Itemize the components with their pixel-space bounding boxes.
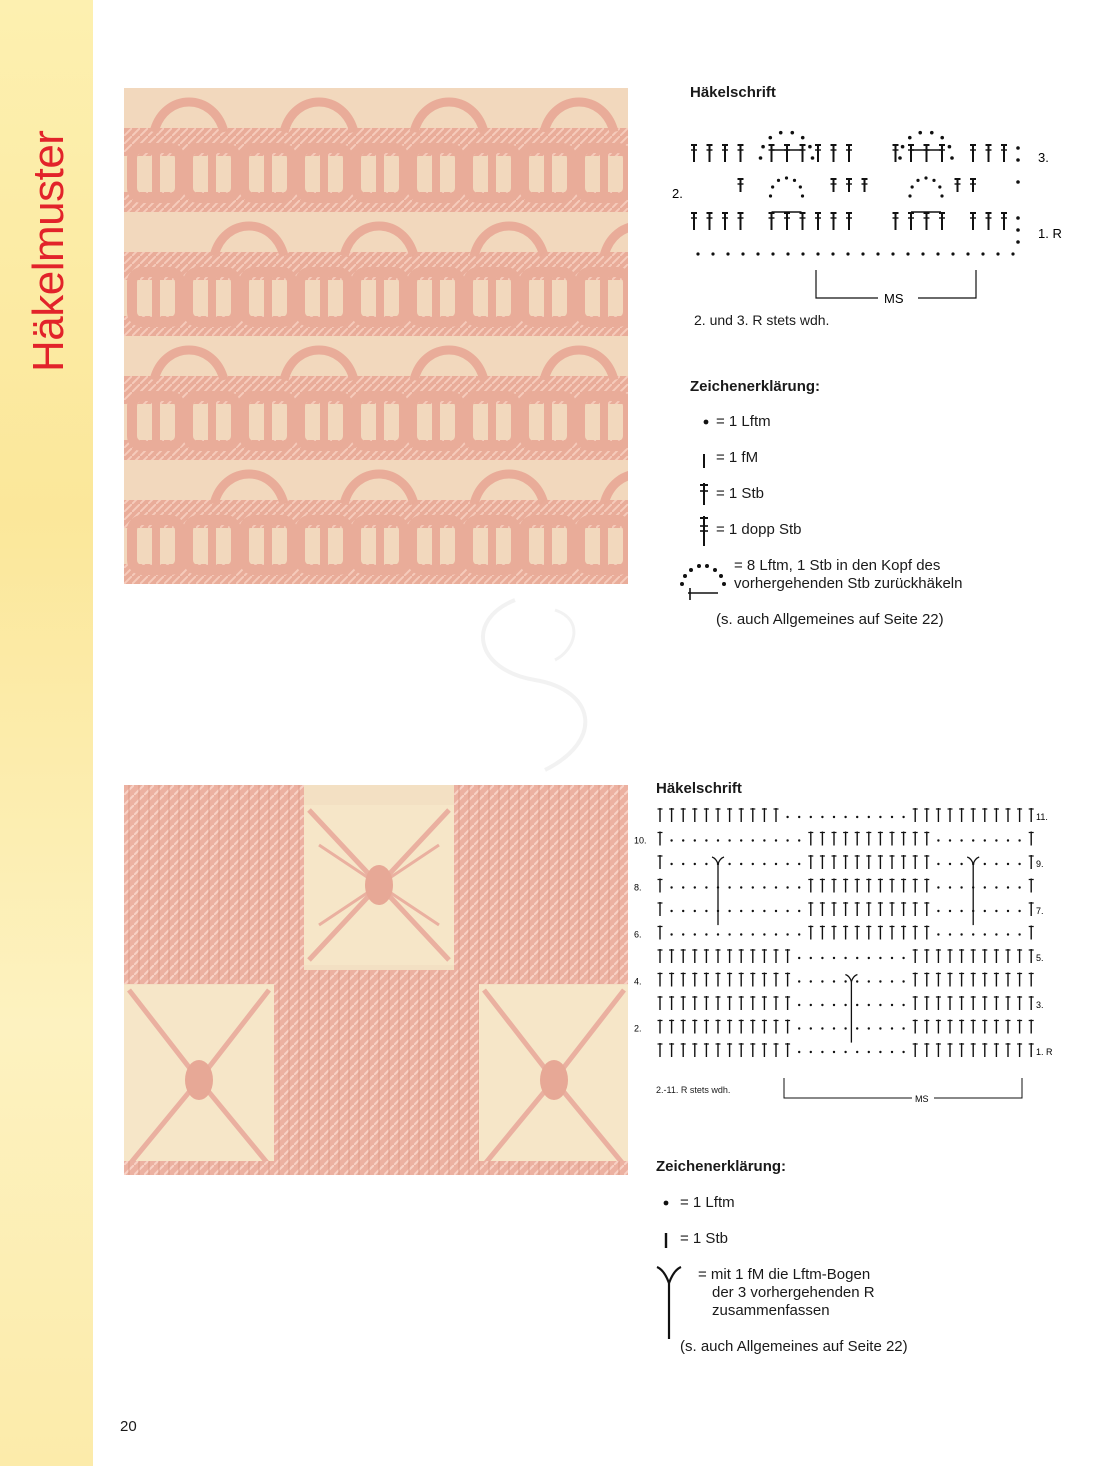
row-label: 5.	[1036, 953, 1044, 963]
gather-stitch	[712, 857, 724, 864]
gather-stitch	[845, 975, 857, 982]
row-label: 6.	[634, 929, 642, 940]
row-label: 3.	[1038, 150, 1049, 165]
legend-chain-2: = 1 Lftm	[680, 1194, 735, 1211]
row-label: 7.	[1036, 906, 1044, 916]
legend-heading-2: Zeichenerklärung:	[656, 1158, 787, 1175]
legend-double-crochet-2: = 1 Stb	[680, 1230, 728, 1247]
legend-single-crochet: = 1 fM	[716, 449, 759, 466]
reference-note-1: (s. auch Allgemeines auf Seite 22)	[716, 611, 944, 628]
crochet-sample-photo-2	[124, 785, 628, 1175]
row-label: 9.	[1036, 859, 1044, 869]
row-label: 3.	[1036, 1000, 1044, 1010]
single-crochet-icon	[698, 450, 710, 475]
legend-arc-line-2: vorhergehenden Stb zurückhäkeln	[734, 575, 963, 592]
legend-double-crochet: = 1 Stb	[716, 485, 764, 502]
page-number: 20	[120, 1418, 137, 1435]
section-title: Häkelmuster	[24, 130, 73, 372]
legend-heading-1: Zeichenerklärung:	[690, 378, 821, 395]
repeat-note-2: 2.-11. R stets wdh.	[656, 1085, 731, 1095]
crochet-chart-1	[668, 104, 1088, 309]
legend-gather-line-3: zusammenfassen	[712, 1302, 830, 1319]
arc-icon	[676, 560, 732, 607]
gather-stitch-icon	[654, 1263, 684, 1348]
repeat-note-1: 2. und 3. R stets wdh.	[694, 312, 830, 328]
chain-dot-icon	[660, 1195, 672, 1216]
row-label: 2.	[672, 186, 683, 201]
row-label: 2.	[634, 1023, 642, 1034]
gather-stitch	[967, 857, 979, 864]
reference-note-2: (s. auch Allgemeines auf Seite 22)	[680, 1338, 908, 1355]
repeat-bracket	[784, 1078, 1022, 1098]
repeat-label: MS	[915, 1094, 929, 1104]
row-label: 1. R	[1036, 1047, 1053, 1057]
row-label: 8.	[634, 882, 642, 893]
double-crochet-icon	[660, 1230, 672, 1255]
chart-heading-1: Häkelschrift	[690, 84, 776, 101]
row-label: 10.	[634, 835, 647, 846]
crochet-chart-2	[632, 800, 1072, 1115]
row-label: 11.	[1036, 812, 1048, 822]
chain-dot-icon	[700, 414, 712, 435]
legend-gather-line-1: = mit 1 fM die Lftm-Bogen	[698, 1266, 871, 1283]
legend-arc-line-1: = 8 Lftm, 1 Stb in den Kopf des	[734, 557, 941, 574]
watermark-logo	[455, 580, 655, 785]
row-label: 4.	[634, 976, 642, 987]
legend-treble-crochet: = 1 dopp Stb	[716, 521, 802, 538]
legend-chain: = 1 Lftm	[716, 413, 771, 430]
treble-crochet-icon	[697, 514, 711, 553]
legend-gather-line-2: der 3 vorhergehenden R	[712, 1284, 875, 1301]
chart-heading-2: Häkelschrift	[656, 780, 742, 797]
repeat-label: MS	[884, 291, 904, 304]
row-label: 1. R	[1038, 226, 1062, 241]
double-crochet-icon	[697, 481, 711, 512]
crochet-sample-photo-1	[124, 88, 628, 584]
